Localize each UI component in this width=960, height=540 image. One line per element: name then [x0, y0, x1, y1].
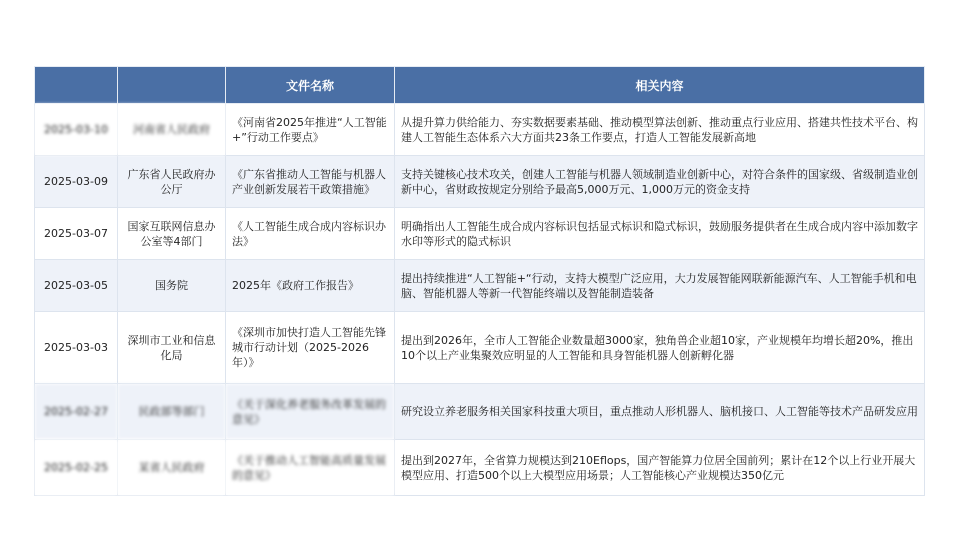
- header-doc-name: 文件名称: [226, 67, 395, 104]
- table-row: [35, 260, 925, 312]
- cell-org: 河南省人民政府: [118, 104, 226, 156]
- cell-date: 2025-02-27: [35, 384, 118, 440]
- cell-date: 2025-03-09: [35, 156, 118, 208]
- cell-org: 国家互联网信息办公室等4部门: [118, 208, 226, 260]
- cell-doc: 《广东省推动人工智能与机器人产业创新发展若干政策措施》: [226, 156, 395, 208]
- cell-date: 2025-02-25: [35, 440, 118, 496]
- table-row: [35, 440, 925, 496]
- table-row: [35, 384, 925, 440]
- table-header-row: [35, 67, 925, 104]
- cell-doc: 《河南省2025年推进“人工智能+”行动工作要点》: [226, 104, 395, 156]
- table-row: [35, 312, 925, 384]
- header-content: 相关内容: [395, 67, 925, 104]
- cell-content: 研究设立养老服务相关国家科技重大项目，重点推动人形机器人、脑机接口、人工智能等技术产品研发应用: [395, 384, 925, 440]
- cell-date: 2025-03-03: [35, 312, 118, 384]
- header-org: [118, 67, 226, 104]
- table-row: [35, 104, 925, 156]
- cell-content: 支持关键核心技术攻关，创建人工智能与机器人领域制造业创新中心，对符合条件的国家级、省级制造业创新中心，省财政按规定分别给予最高5,000万元、1,000万元的资金支持: [395, 156, 925, 208]
- cell-doc: 《深圳市加快打造人工智能先锋城市行动计划（2025-2026年）》: [226, 312, 395, 384]
- cell-org: 民政部等部门: [118, 384, 226, 440]
- cell-date: 2025-03-05: [35, 260, 118, 312]
- table-row: [35, 208, 925, 260]
- cell-content: 明确指出人工智能生成合成内容标识包括显式标识和隐式标识，鼓励服务提供者在生成合成内容中添加数字水印等形式的隐式标识: [395, 208, 925, 260]
- cell-doc: 《关于深化养老服务改革发展的意见》: [226, 384, 395, 440]
- cell-date: 2025-03-10: [35, 104, 118, 156]
- cell-content: 提出持续推进“人工智能+“行动，支持大模型广泛应用，大力发展智能网联新能源汽车、人工智能手机和电脑、智能机器人等新一代智能终端以及智能制造装备: [395, 260, 925, 312]
- table-row: [35, 156, 925, 208]
- cell-org: 国务院: [118, 260, 226, 312]
- cell-doc: 《人工智能生成合成内容标识办法》: [226, 208, 395, 260]
- cell-doc: 《关于推动人工智能高质量发展的意见》: [226, 440, 395, 496]
- policy-table: [34, 66, 925, 496]
- cell-content: 提出到2027年，全省算力规模达到210Eflops，国产智能算力位居全国前列；累计在12个以上行业开展大模型应用、打造500个以上大模型应用场景；人工智能核心产业规模达350亿元: [395, 440, 925, 496]
- cell-org: 深圳市工业和信息化局: [118, 312, 226, 384]
- cell-date: 2025-03-07: [35, 208, 118, 260]
- cell-content: 提出到2026年，全市人工智能企业数量超3000家，独角兽企业超10家，产业规模年均增长超20%，推出10个以上产业集聚效应明显的人工智能和具身智能机器人创新孵化器: [395, 312, 925, 384]
- cell-doc: 2025年《政府工作报告》: [226, 260, 395, 312]
- cell-org: 广东省人民政府办公厅: [118, 156, 226, 208]
- cell-content: 从提升算力供给能力、夯实数据要素基础、推动模型算法创新、推动重点行业应用、搭建共性技术平台、构建人工智能生态体系六大方面共23条工作要点，打造人工智能发展新高地: [395, 104, 925, 156]
- cell-org: 某省人民政府: [118, 440, 226, 496]
- header-date: [35, 67, 118, 104]
